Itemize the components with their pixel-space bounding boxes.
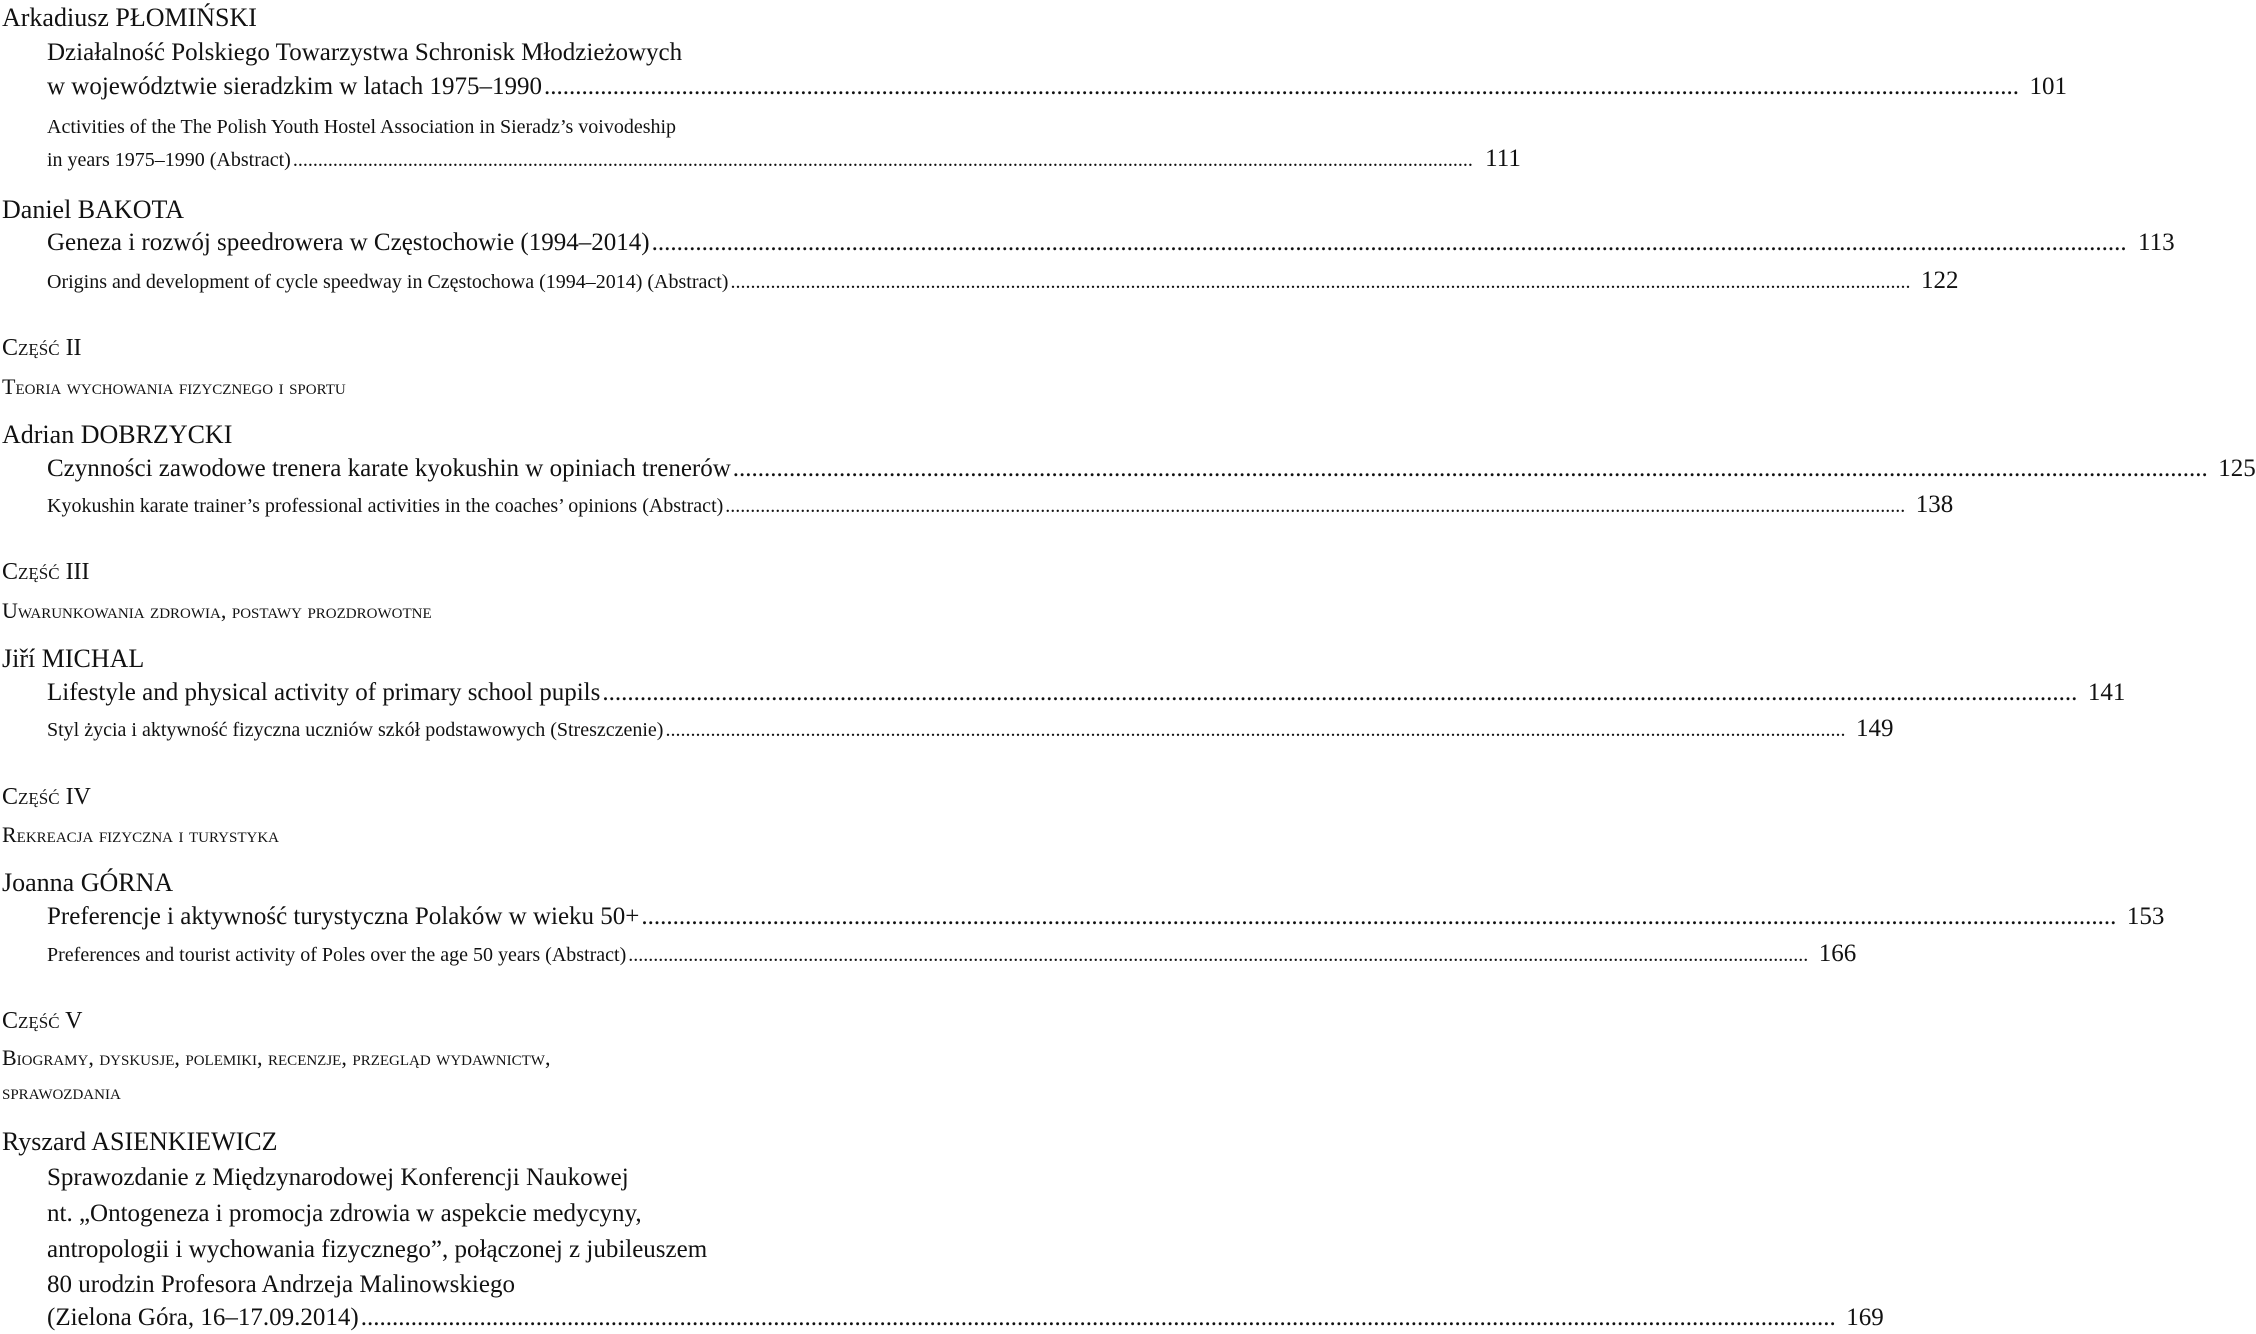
toc-entry[interactable]: [47, 145, 1521, 175]
dot-leader: [650, 229, 2127, 257]
entry-title: 80 urodzin Profesora Andrzeja Malinowskiego: [47, 1271, 515, 1298]
author-name: Ryszard ASIENKIEWICZ: [2, 1127, 278, 1156]
author-name: Arkadiusz PŁOMIŃSKI: [2, 3, 257, 32]
entry-title: Activities of the The Polish Youth Hostel Association in Sieradz’s voivodeship: [47, 116, 677, 138]
toc-entry[interactable]: [47, 267, 1959, 297]
toc-entry[interactable]: [47, 229, 2175, 259]
entry-title: Lifestyle and physical activity of primary school pupils: [47, 679, 601, 706]
toc-entry[interactable]: [47, 455, 2256, 485]
toc-entry[interactable]: [47, 940, 1857, 970]
section-heading: sprawozdania: [2, 1079, 121, 1104]
dot-leader: [359, 1304, 1836, 1332]
part-heading: Część V: [2, 1008, 83, 1034]
entry-title: nt. „Ontogeneza i promocja zdrowia w aspekcie medycyny,: [47, 1200, 642, 1227]
entry-title: antropologii i wychowania fizycznego”, połączonej z jubileuszem: [47, 1236, 708, 1263]
section-heading: Biogramy, dyskusje, polemiki, recenzje, przegląd wydawnictw,: [2, 1045, 551, 1070]
entry-title: w województwie sieradzkim w latach 1975–1990: [47, 73, 543, 100]
entry-title: (Zielona Góra, 16–17.09.2014): [47, 1304, 359, 1331]
dot-leader: [639, 903, 2116, 931]
entry-title: Działalność Polskiego Towarzystwa Schronisk Młodzieżowych: [47, 39, 683, 66]
page-number: 113: [2138, 229, 2175, 256]
entry-title: Sprawozdanie z Międzynarodowej Konferencji Naukowej: [47, 1164, 629, 1191]
dot-leader: [728, 271, 1910, 294]
page-number: 122: [1920, 267, 1959, 294]
section-heading: Rekreacja fizyczna i turystyka: [2, 822, 280, 847]
section-heading: Uwarunkowania zdrowia, postawy prozdrowotne: [2, 598, 432, 623]
dot-leader: [663, 719, 1845, 742]
entry-title: Geneza i rozwój speedrowera w Częstochowie (1994–2014): [47, 229, 650, 256]
dot-leader: [542, 73, 2019, 101]
page-number: 141: [2087, 679, 2126, 706]
toc-entry[interactable]: [47, 903, 2165, 933]
page-number: 153: [2126, 903, 2165, 930]
part-heading: Część IV: [2, 784, 91, 810]
toc-entry[interactable]: [47, 1304, 1884, 1334]
author-name: Daniel BAKOTA: [2, 195, 185, 224]
entry-title: Styl życia i aktywność fizyczna uczniów szkół podstawowych (Streszczenie): [47, 719, 664, 741]
toc-entry[interactable]: [47, 715, 1894, 745]
dot-leader: [723, 495, 1905, 518]
entry-title: in years 1975–1990 (Abstract): [47, 149, 291, 171]
entry-title: Preferencje i aktywność turystyczna Polaków w wieku 50+: [47, 903, 640, 930]
entry-title: Origins and development of cycle speedway in Częstochowa (1994–2014) (Abstract): [47, 271, 729, 293]
toc-entry[interactable]: [47, 73, 2068, 103]
dot-leader: [600, 679, 2077, 707]
page-number: 166: [1818, 940, 1857, 967]
dot-leader: [291, 149, 1473, 172]
page-number: 138: [1915, 491, 1954, 518]
page-number: 101: [2029, 73, 2068, 100]
dot-leader: [626, 944, 1808, 967]
part-heading: Część III: [2, 559, 90, 585]
dot-leader: [731, 455, 2208, 483]
author-name: Joanna GÓRNA: [2, 868, 174, 897]
page-number: 169: [1846, 1304, 1884, 1331]
author-name: Jiří MICHAL: [2, 644, 145, 673]
toc-entry[interactable]: [47, 679, 2126, 709]
entry-title: Kyokushin karate trainer’s professional activities in the coaches’ opinions (Abstract): [47, 495, 724, 517]
section-heading: Teoria wychowania fizycznego i sportu: [2, 374, 346, 399]
page-number: 111: [1485, 145, 1521, 172]
toc-entry[interactable]: [47, 491, 1954, 521]
entry-title: Czynności zawodowe trenera karate kyokushin w opiniach trenerów: [47, 455, 731, 482]
page-number: 149: [1855, 715, 1894, 742]
author-name: Adrian DOBRZYCKI: [2, 420, 233, 449]
part-heading: Część II: [2, 335, 82, 361]
page-number: 125: [2218, 455, 2256, 482]
entry-title: Preferences and tourist activity of Poles over the age 50 years (Abstract): [47, 944, 627, 966]
